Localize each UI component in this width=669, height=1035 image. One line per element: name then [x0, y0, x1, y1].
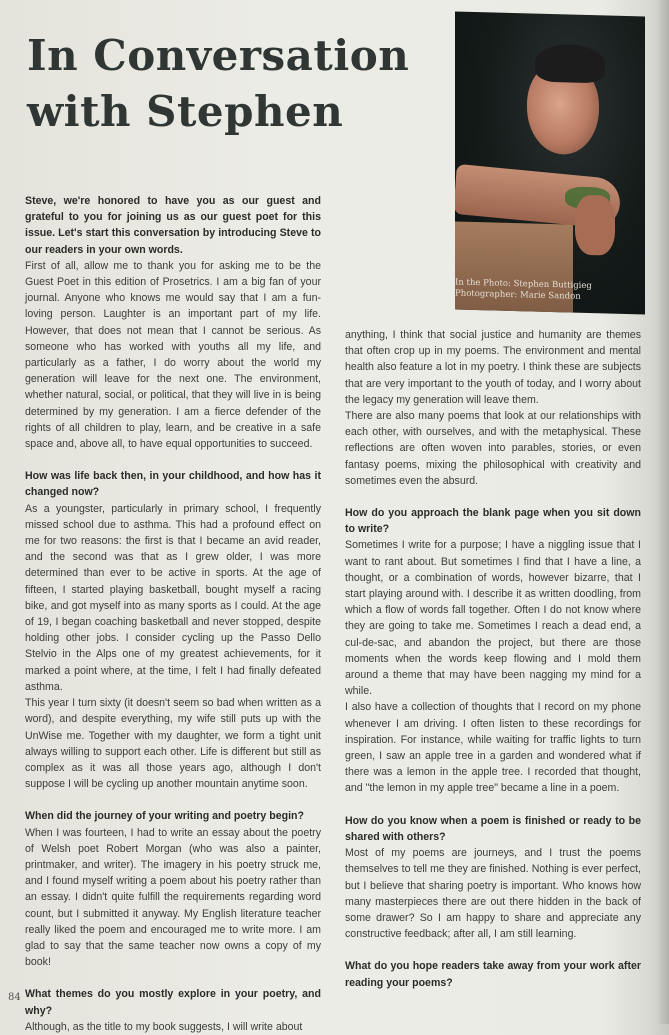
interview-answer: Sometimes I write for a purpose; I have a niggling issue that I want to rant about. But sometimes I find that I have a line, a thought, or a combination of words, however bizarre, that I start playing around with. I describe it as written doodling, from which a flow of words fall together. Often I do not know where they are going to take me. Sometimes I reach a dead end, a cul-de-sac, and abandon the project, but there are those moments when the words keep flowing and I mold them around a theme that may have been nagging my mind for a while.: [345, 539, 641, 698]
page-number: 84: [8, 992, 21, 1003]
paragraph-spacer: [345, 942, 641, 958]
portrait-photo: [455, 12, 645, 315]
interview-answer: First of all, allow me to thank you for asking me to be the Guest Poet in this edition of Prosetrics. I am a big fan of your journal. Anyone who knows me would say that I am a fun-loving person. Laughter is an important part of my life. However, that does not mean that I cannot be serious. As someone who has worked with youths all my life, and particularly as a father, I do worry about the world my generation will leave for the next one. The environment, whether natural, social, or political, that they will live in is being determined by my generation. I am a fierce defender of the rights of all children to play, learn, and be creative in a safe space and, above all, to have equal opportunities to succeed.: [25, 259, 321, 451]
photo-hair: [535, 44, 605, 84]
paragraph-spacer: [345, 797, 641, 813]
paragraph-spacer: [25, 970, 321, 986]
interview-answer: Most of my poems are journeys, and I trust the poems themselves to tell me they are finished. Nothing is ever perfect, but I believe that sharing poetry is important. Who knows how many masterpieces there are out there hidden in the back of some drawer? So I am happy to share and appreciate any constructive feedback; after all, I am still learning.: [345, 847, 641, 941]
interview-question: How was life back then, in your childhood, and how has it changed now?: [25, 470, 321, 499]
interview-question: How do you approach the blank page when you sit down to write?: [345, 507, 641, 536]
title-line-2: with Stephen: [27, 87, 344, 136]
paragraph-spacer: [25, 452, 321, 468]
interview-answer: When I was fourteen, I had to write an essay about the poetry of Welsh poet Robert Morgan (who was also a painter, printmaker, and writer). The imagery in his poetry struck me, and I found myself writing a poem about his poetry rather than an essay. I didn't quite fulfill the requirements regarding word count, but I submitted it anyway. My English literature teacher really liked the poem and encouraged me to write more. I am glad to say that the same teacher now owns a copy of my book!: [25, 826, 321, 969]
right-column: [345, 327, 641, 991]
paragraph-spacer: [345, 489, 641, 505]
interview-answer: There are also many poems that look at our relationships with each other, with ourselves, and with the metaphysical. These reflections are often woven into parables, stories, or even fantasy poems, mixing the philosophical with creativity and sometimes even the absurd.: [345, 410, 641, 487]
interview-answer: Although, as the title to my book suggests, I will write about: [25, 1020, 303, 1033]
photo-caption-photographer: Photographer: Marie Sandon: [455, 288, 581, 302]
title-line-1: In Conversation: [27, 31, 410, 80]
interview-question: When did the journey of your writing and poetry begin?: [25, 810, 304, 823]
interview-answer: This year I turn sixty (it doesn't seem so bad when written as a word), and despite everything, my wife still puts up with the UnWise me. Together with my daughter, we form a tight unit always willing to support each other. Life is different but still as complex as it was all those years ago, although I don't suppose I will be cycling up another mountain anytime soon.: [25, 697, 321, 791]
interview-answer: I also have a collection of thoughts that I record on my phone whenever I am driving. I often listen to these recordings for inspiration. For instance, while waiting for traffic lights to turn green, I saw an apple tree in a garden and wondered what if there was a lemon in the apple tree. I recorded that thought, and "the lemon in my apple tree" became a line in a poem.: [345, 701, 641, 795]
interview-question: What themes do you mostly explore in your poetry, and why?: [25, 988, 321, 1017]
paragraph-spacer: [25, 792, 321, 808]
photo-caption-subject: In the Photo: Stephen Buttigieg: [455, 277, 592, 292]
interview-question: What do you hope readers take away from your work after reading your poems?: [345, 960, 641, 989]
interview-question: Steve, we're honored to have you as our guest and grateful to you for joining us as our guest poet for this issue. Let's start this conversation by introducing Steve to our readers in your own words.: [25, 195, 321, 256]
interview-question: How do you know when a poem is finished or ready to be shared with others?: [345, 814, 641, 843]
page-gutter-shadow: [657, 0, 669, 1024]
interview-answer: As a youngster, particularly in primary school, I frequently missed school due to asthma. This had a profound effect on me for two reasons: the first is that I became an avid reader, and the second was that as I grew older, I was more determined than ever to be active in sports. At the age of fifteen, I started playing basketball, bought myself a racing bike, and got myself into as many sports as I could. At the age of 19, I began coaching basketball and never stopped, despite holding other jobs. I consider cycling up the Passo Dello Stelvio in the Alps one of my greatest achievements, for it marked a point where, at the time, I felt I had finally defeated asthma.: [25, 502, 321, 693]
photo-hand: [575, 195, 615, 256]
interview-answer: anything, I think that social justice and humanity are themes that often crop up in my poems. The environment and mental health also feature a lot in my poetry. I think these are subjects that are very important to the youth of today, and I worry about the legacy my generation will leave them.: [345, 329, 641, 406]
left-column: [25, 193, 321, 1035]
page-title: [27, 28, 447, 140]
